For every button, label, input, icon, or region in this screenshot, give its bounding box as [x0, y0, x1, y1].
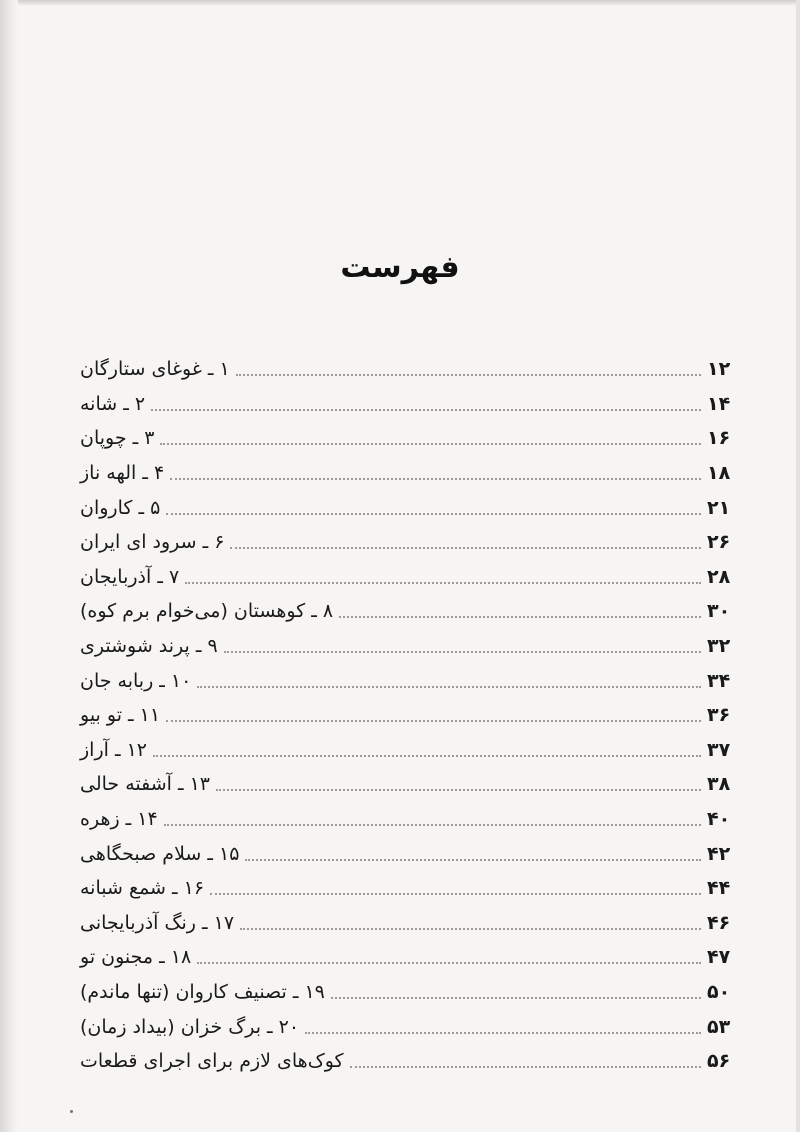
dotted-leader — [166, 720, 701, 722]
toc-page-number: ۵۰ — [707, 980, 731, 1003]
toc-page-number: ۵۳ — [707, 1015, 731, 1038]
dotted-leader — [236, 374, 701, 376]
toc-entry — [72, 663, 747, 698]
dotted-leader — [197, 686, 701, 688]
toc-page-number: ۱۶ — [707, 427, 731, 450]
dotted-leader — [151, 409, 701, 411]
toc-entry — [72, 594, 747, 629]
toc-entry-title: ۸ ـ کوهستان (می‌خوام برم کوه) — [80, 600, 334, 623]
toc-page-number: ۴۷ — [707, 946, 731, 969]
scan-speck — [70, 1110, 73, 1113]
toc-entry — [72, 940, 747, 975]
toc-entry — [72, 525, 747, 560]
toc-page-number: ۲۶ — [707, 531, 731, 554]
toc-page-number: ۱۸ — [707, 462, 731, 485]
toc-entry — [72, 560, 747, 595]
toc-page-number: ۴۰ — [707, 808, 731, 831]
dotted-leader — [170, 478, 701, 480]
table-of-contents — [72, 352, 747, 1078]
toc-page-number: ۳۲ — [707, 635, 731, 658]
toc-entry-title: ۱۳ ـ آشفته حالی — [80, 773, 210, 796]
toc-page-number: ۴۶ — [707, 911, 731, 934]
toc-entry-title: ۱۷ ـ رنگ آذربایجانی — [80, 911, 235, 934]
toc-page-number: ۱۲ — [707, 358, 731, 381]
toc-entry-title: ۱۴ ـ زهره — [80, 808, 158, 831]
toc-entry-title: ۱۶ ـ شمع شبانه — [80, 877, 205, 900]
toc-entry — [72, 975, 747, 1010]
toc-page-number: ۲۱ — [707, 496, 731, 519]
dotted-leader — [305, 1032, 701, 1034]
toc-entry — [72, 767, 747, 802]
dotted-leader — [339, 616, 701, 618]
toc-entry — [72, 352, 747, 387]
dotted-leader — [216, 789, 701, 791]
toc-entry — [72, 906, 747, 941]
toc-entry-title: ۱۵ ـ سلام صبحگاهی — [80, 842, 240, 865]
toc-entry-title: ۱۰ ـ ربابه جان — [80, 669, 192, 692]
toc-entry — [72, 456, 747, 491]
toc-entry-title: ۱۹ ـ تصنیف کاروان (تنها ماندم) — [80, 980, 325, 1003]
toc-entry-title: ۲۰ ـ برگ خزان (بیداد زمان) — [80, 1015, 300, 1038]
dotted-leader — [166, 513, 701, 515]
scan-right-edge — [796, 0, 800, 1132]
toc-page-number: ۳۸ — [707, 773, 731, 796]
toc-page-number: ۳۴ — [707, 669, 731, 692]
toc-entry — [72, 1044, 747, 1079]
toc-entry — [72, 490, 747, 525]
dotted-leader — [153, 755, 701, 757]
toc-entry — [72, 1009, 747, 1044]
toc-page-number: ۴۴ — [707, 877, 731, 900]
toc-page-number: ۳۷ — [707, 738, 731, 761]
dotted-leader — [164, 824, 701, 826]
page-title: فهرست — [340, 250, 460, 285]
dotted-leader — [210, 893, 701, 895]
dotted-leader — [331, 997, 701, 999]
dotted-leader — [160, 443, 701, 445]
toc-entry — [72, 802, 747, 837]
toc-entry-title: ۷ ـ آذربایجان — [80, 565, 180, 588]
toc-page-number: ۲۸ — [707, 565, 731, 588]
dotted-leader — [230, 547, 701, 549]
scan-top-shadow — [0, 0, 800, 6]
toc-entry — [72, 871, 747, 906]
toc-entry-title: ۲ ـ شانه — [80, 392, 146, 415]
toc-entry-title: ۱۱ ـ تو بیو — [80, 704, 161, 727]
toc-entry-title: کوک‌های لازم برای اجرای قطعات — [80, 1050, 344, 1073]
toc-entry-title: ۴ ـ الهه ناز — [80, 462, 165, 485]
toc-entry-title: ۱۲ ـ آراز — [80, 738, 147, 761]
toc-entry-title: ۱ ـ غوغای ستارگان — [80, 358, 230, 381]
toc-page-number: ۳۶ — [707, 704, 731, 727]
dotted-leader — [245, 859, 701, 861]
dotted-leader — [197, 962, 701, 964]
toc-entry — [72, 387, 747, 422]
toc-entry — [72, 698, 747, 733]
scan-left-shadow — [0, 0, 18, 1132]
dotted-leader — [350, 1066, 701, 1068]
toc-entry — [72, 421, 747, 456]
toc-entry — [72, 733, 747, 768]
toc-page-number: ۳۰ — [707, 600, 731, 623]
toc-entry-title: ۹ ـ پرند شوشتری — [80, 635, 218, 658]
toc-page-number: ۴۲ — [707, 842, 731, 865]
toc-page-number: ۵۶ — [707, 1050, 731, 1073]
toc-entry-title: ۵ ـ کاروان — [80, 496, 161, 519]
toc-entry — [72, 836, 747, 871]
toc-entry — [72, 629, 747, 664]
dotted-leader — [224, 651, 701, 653]
toc-entry-title: ۶ ـ سرود ای ایران — [80, 531, 225, 554]
toc-page-number: ۱۴ — [707, 392, 731, 415]
toc-entry-title: ۱۸ ـ مجنون تو — [80, 946, 192, 969]
dotted-leader — [240, 928, 701, 930]
dotted-leader — [185, 582, 701, 584]
toc-entry-title: ۳ ـ چوپان — [80, 427, 155, 450]
